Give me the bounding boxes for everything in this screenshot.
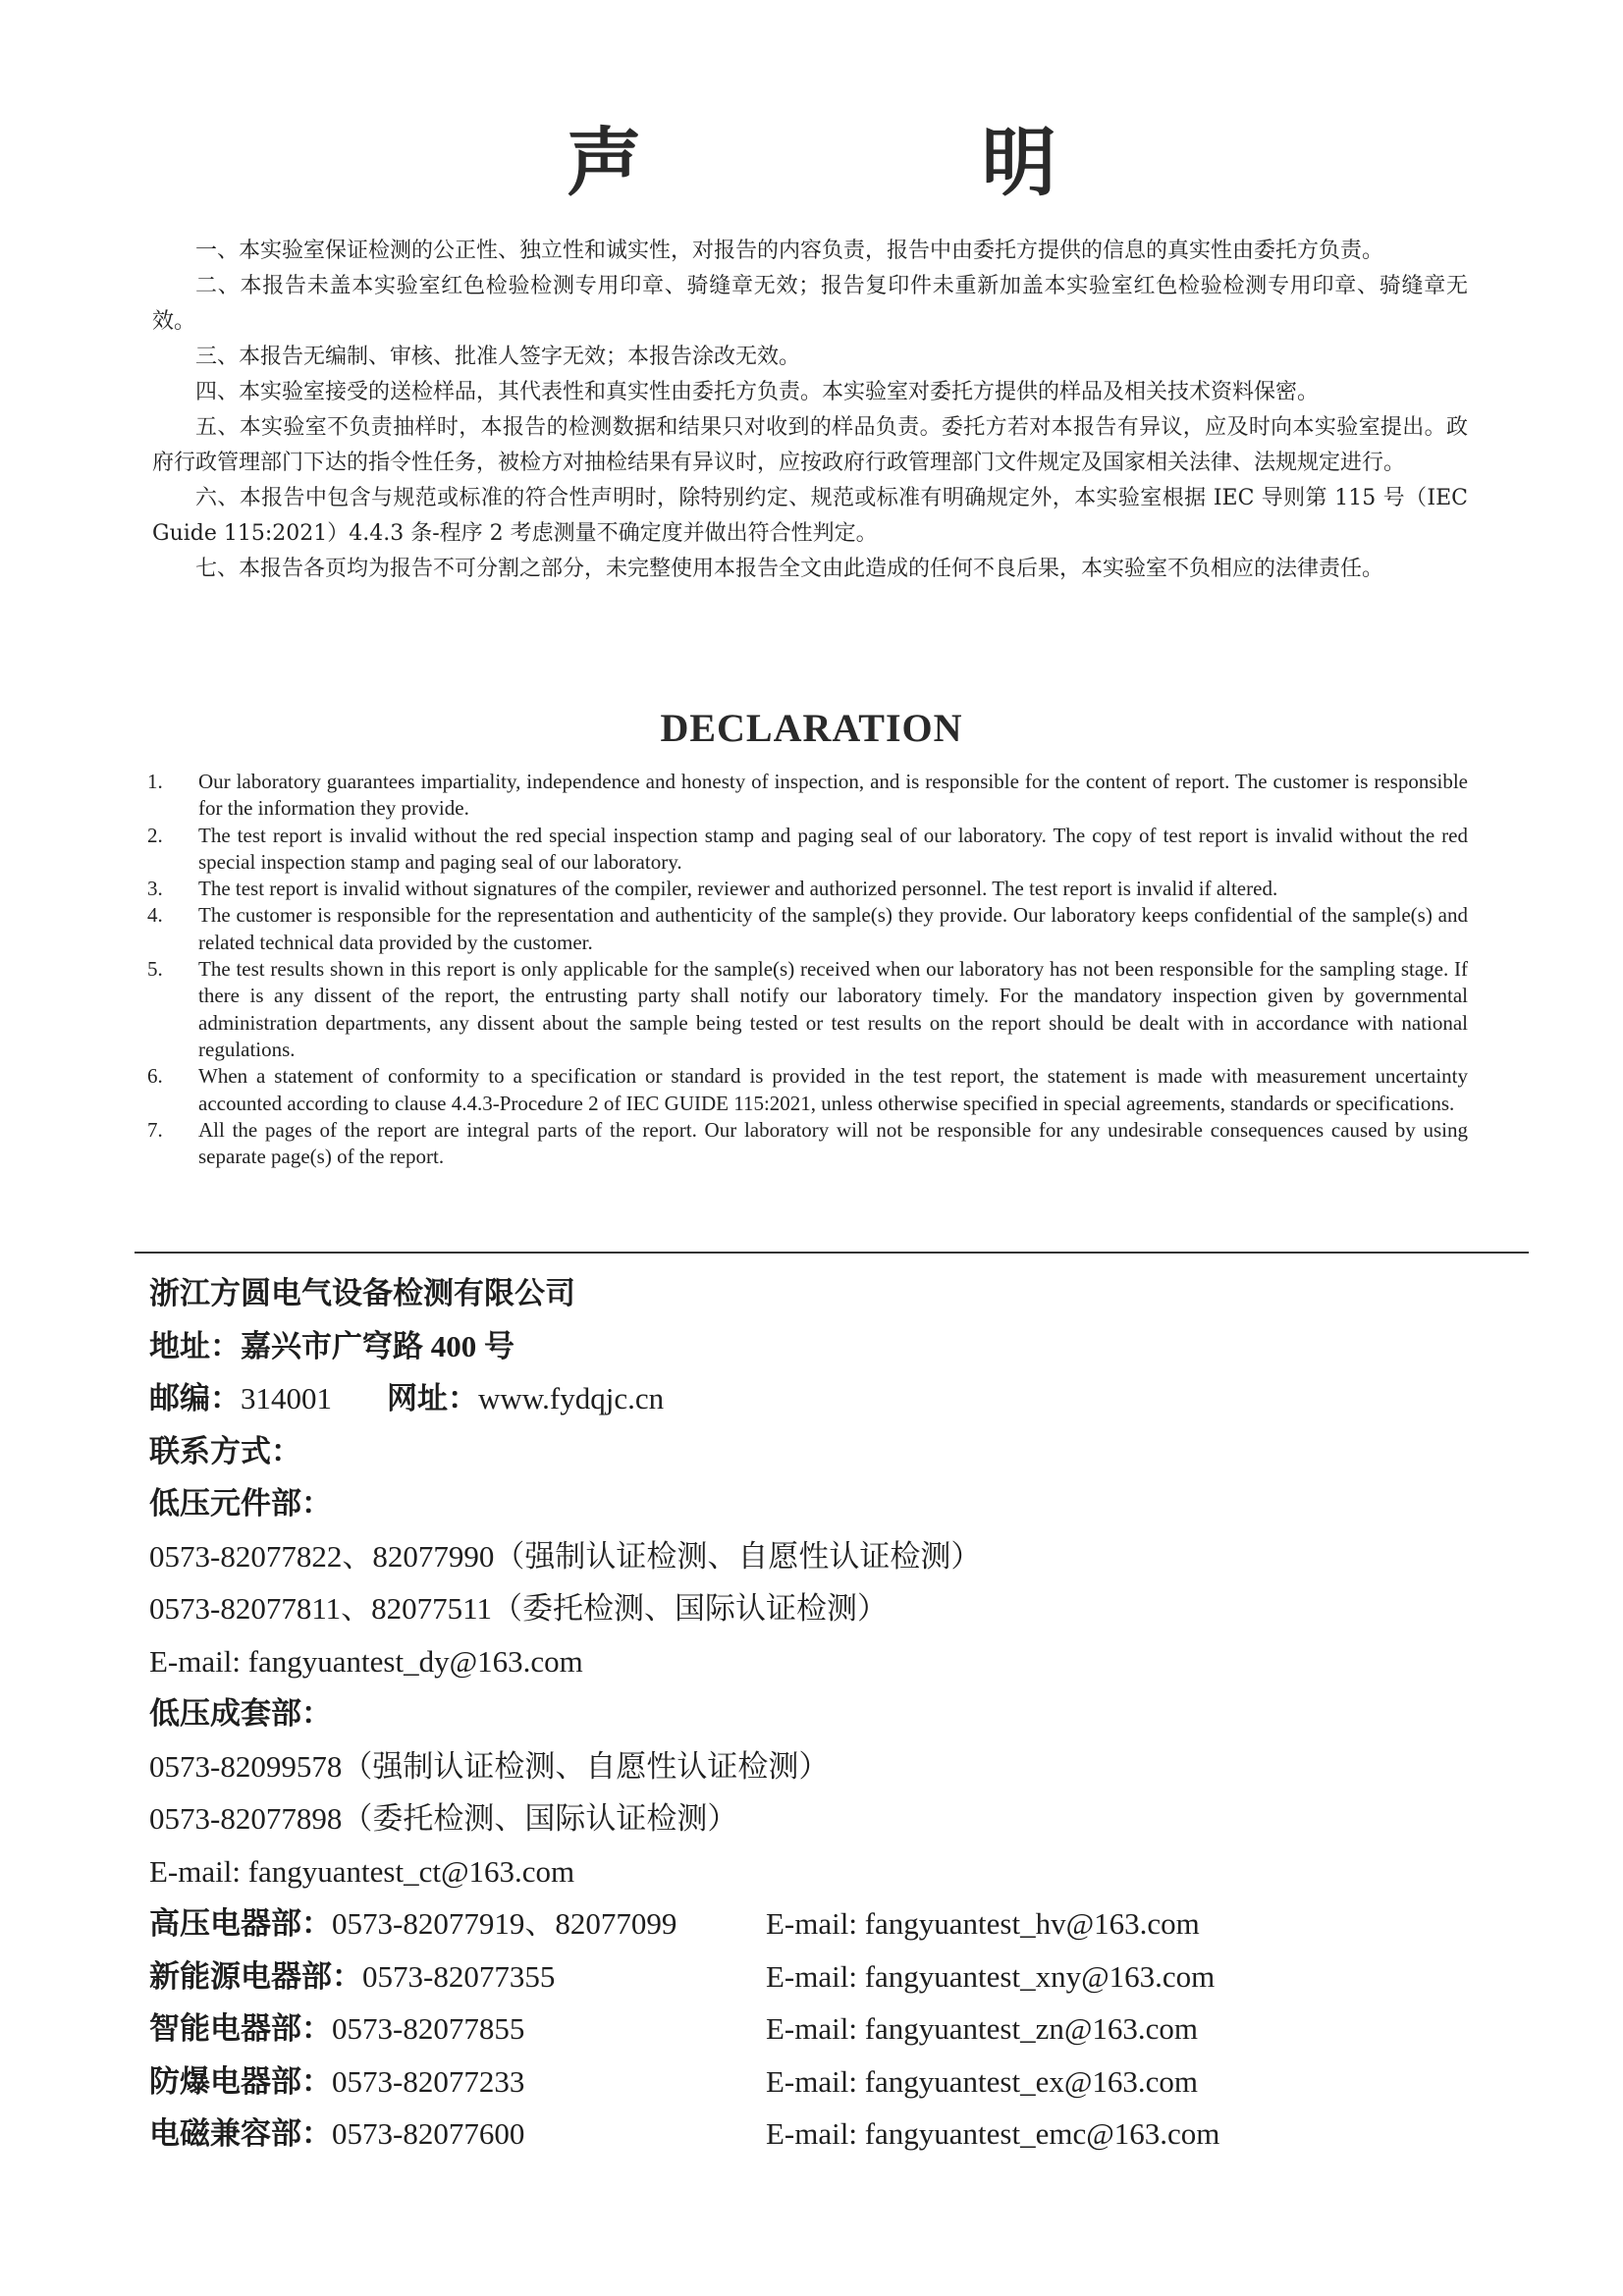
dept-title-row xyxy=(149,1477,1524,1530)
company-name-row xyxy=(149,1267,1524,1320)
item-text: The test report is invalid without signatures of the compiler, reviewer and authorized personnel. The test report is invalid if altered. xyxy=(198,877,1278,901)
dept-title-row xyxy=(149,1687,1524,1740)
dept-label: 防爆电器部： xyxy=(149,2063,332,2099)
en-list-item xyxy=(147,876,1468,902)
item-text: All the pages of the report are integral parts of the report. Our laboratory will not be responsible for any undesirable consequences caused by using separate page(s) of the report. xyxy=(198,1117,1468,1169)
en-list-item xyxy=(147,1117,1468,1171)
dept-phone: 0573-82077600 xyxy=(332,2116,525,2151)
item-number: 6. xyxy=(147,1064,163,1089)
lv-assembly-phone-1: 0573-82099578（强制认证检测、自愿性认证检测） xyxy=(149,1748,830,1784)
item-text: Our laboratory guarantees impartiality, independence and honesty of inspection, and is responsible for the content of report. The customer is responsible for the information they provide. xyxy=(198,770,1468,821)
cn-paragraph: 七、本报告各页均为报告不可分割之部分，未完整使用本报告全文由此造成的任何不良后果，本实验室不负相应的法律责任。 xyxy=(195,557,1384,581)
phone-row xyxy=(149,1530,1524,1583)
en-list-item xyxy=(147,769,1468,823)
dept-label: 新能源电器部： xyxy=(149,1958,362,1994)
item-number: 7. xyxy=(147,1117,163,1142)
postcode-website-row xyxy=(149,1372,1524,1425)
dept-email[interactable]: E-mail: fangyuantest_ex@163.com xyxy=(766,2063,1199,2099)
lv-components-phone-1: 0573-82077822、82077990（强制认证检测、自愿性认证检测） xyxy=(149,1538,982,1574)
cn-paragraph: 四、本实验室接受的送检样品，其代表性和真实性由委托方负责。本实验室对委托方提供的样品及相关技术资料保密。 xyxy=(195,380,1320,404)
en-title: DECLARATION xyxy=(660,706,963,750)
contact-label-row xyxy=(149,1425,1524,1478)
dept-phone: 0573-82077919、82077099 xyxy=(332,1906,677,1941)
phone-row xyxy=(149,1582,1524,1635)
cn-title: 声 明 xyxy=(567,119,1214,206)
department-row xyxy=(149,2002,1524,2056)
cn-paragraph: 六、本报告中包含与规范或标准的符合性声明时，除特别约定、规范或标准有明确规定外，本实验室根据 IEC 导则第 115 号（IEC Guide 115:2021）4.4.3 条-程序 2 考虑测量不确定度并做出符合性判定。 xyxy=(152,486,1468,546)
website-link[interactable]: www.fydqjc.cn xyxy=(478,1381,665,1415)
department-row xyxy=(149,2108,1524,2161)
dept-label: 智能电器部： xyxy=(149,2011,332,2046)
cn-paragraph: 一、本实验室保证检测的公正性、独立性和诚实性，对报告的内容负责，报告中由委托方提供的信息的真实性由委托方负责。 xyxy=(195,239,1384,263)
department-row xyxy=(149,2056,1524,2109)
en-list-item xyxy=(147,902,1468,956)
item-text: The customer is responsible for the representation and authenticity of the sample(s) they provide. Our laboratory keeps confidential of the sample(s) and related technical data provided by the customer. xyxy=(198,903,1468,954)
item-text: The test report is invalid without the red special inspection stamp and paging seal of our laboratory. The copy of test report is invalid without the red special inspection stamp and paging seal of our laboratory. xyxy=(198,823,1468,874)
en-list-item xyxy=(147,956,1468,1063)
postcode-value: 314001 xyxy=(241,1381,332,1415)
dept-email[interactable]: E-mail: fangyuantest_xny@163.com xyxy=(766,1958,1216,1994)
company-name: 浙江方圆电气设备检测有限公司 xyxy=(149,1276,575,1310)
cn-paragraph: 五、本实验室不负责抽样时，本报告的检测数据和结果只对收到的样品负责。委托方若对本报告有异议，应及时向本实验室提出。政府行政管理部门下达的指令性任务，被检方对抽检结果有异议时，应按政府行政管理部门文件规定及国家相关法律、法规规定进行。 xyxy=(152,415,1468,475)
dept-label: 电磁兼容部： xyxy=(149,2116,332,2151)
dept-email[interactable]: E-mail: fangyuantest_emc@163.com xyxy=(766,2116,1220,2151)
email-row xyxy=(149,1845,1524,1898)
address-label: 地址： xyxy=(149,1328,241,1363)
cn-paragraph: 二、本报告未盖本实验室红色检验检测专用印章、骑缝章无效；报告复印件未重新加盖本实验室红色检验检测专用印章、骑缝章无效。 xyxy=(152,274,1468,334)
contact-section xyxy=(149,1267,1524,2161)
dept-phone: 0573-82077233 xyxy=(332,2063,525,2099)
dept-email[interactable]: E-mail: fangyuantest_zn@163.com xyxy=(766,2011,1199,2046)
dept-label: 高压电器部： xyxy=(149,1906,332,1941)
item-text: When a statement of conformity to a specification or standard is provided in the test report, the statement is made with measurement uncertainty accounted according to clause 4.4.3-Procedure 2 of IEC GUIDE 115:2021, unless otherwise specified in special agreements, standards or specifications. xyxy=(198,1064,1468,1115)
phone-row xyxy=(149,1792,1524,1845)
lv-assembly-title: 低压成套部： xyxy=(149,1696,332,1731)
website-label: 网址： xyxy=(387,1381,478,1415)
lv-components-phone-2: 0573-82077811、82077511（委托检测、国际认证检测） xyxy=(149,1591,889,1626)
department-row xyxy=(149,1950,1524,2003)
item-number: 2. xyxy=(147,823,163,847)
item-number: 5. xyxy=(147,957,163,982)
en-declaration-list xyxy=(147,769,1468,1170)
address-row xyxy=(149,1320,1524,1373)
item-number: 3. xyxy=(147,877,163,901)
item-number: 1. xyxy=(147,770,163,793)
contact-label: 联系方式： xyxy=(149,1433,301,1468)
dept-email[interactable]: E-mail: fangyuantest_hv@163.com xyxy=(766,1906,1200,1941)
en-list-item xyxy=(147,1063,1468,1117)
cn-declaration-body xyxy=(152,234,1468,587)
email-row xyxy=(149,1635,1524,1688)
item-text: The test results shown in this report is only applicable for the sample(s) received when our laboratory has not been responsible for the sampling stage. If there is any dissent of the report, the entrusting party shall notify our laboratory timely. For the mandatory inspection given by governmental administration departments, any dissent about the sample being tested or test results on the report should be dealt with in accordance with national regulations. xyxy=(198,957,1468,1061)
dept-phone: 0573-82077855 xyxy=(332,2011,525,2046)
lv-assembly-phone-2: 0573-82077898（委托检测、国际认证检测） xyxy=(149,1801,738,1836)
lv-assembly-email[interactable]: E-mail: fangyuantest_ct@163.com xyxy=(149,1853,575,1889)
address-value: 嘉兴市广穹路 400 号 xyxy=(241,1328,514,1363)
en-list-item xyxy=(147,823,1468,877)
postcode-label: 邮编： xyxy=(149,1381,241,1415)
lv-components-title: 低压元件部： xyxy=(149,1486,332,1521)
section-divider xyxy=(135,1252,1529,1254)
lv-components-email[interactable]: E-mail: fangyuantest_dy@163.com xyxy=(149,1643,583,1679)
cn-paragraph: 三、本报告无编制、审核、批准人签字无效；本报告涂改无效。 xyxy=(195,345,801,369)
department-row xyxy=(149,1897,1524,1950)
dept-phone: 0573-82077355 xyxy=(362,1958,556,1994)
item-number: 4. xyxy=(147,903,163,928)
phone-row xyxy=(149,1740,1524,1793)
